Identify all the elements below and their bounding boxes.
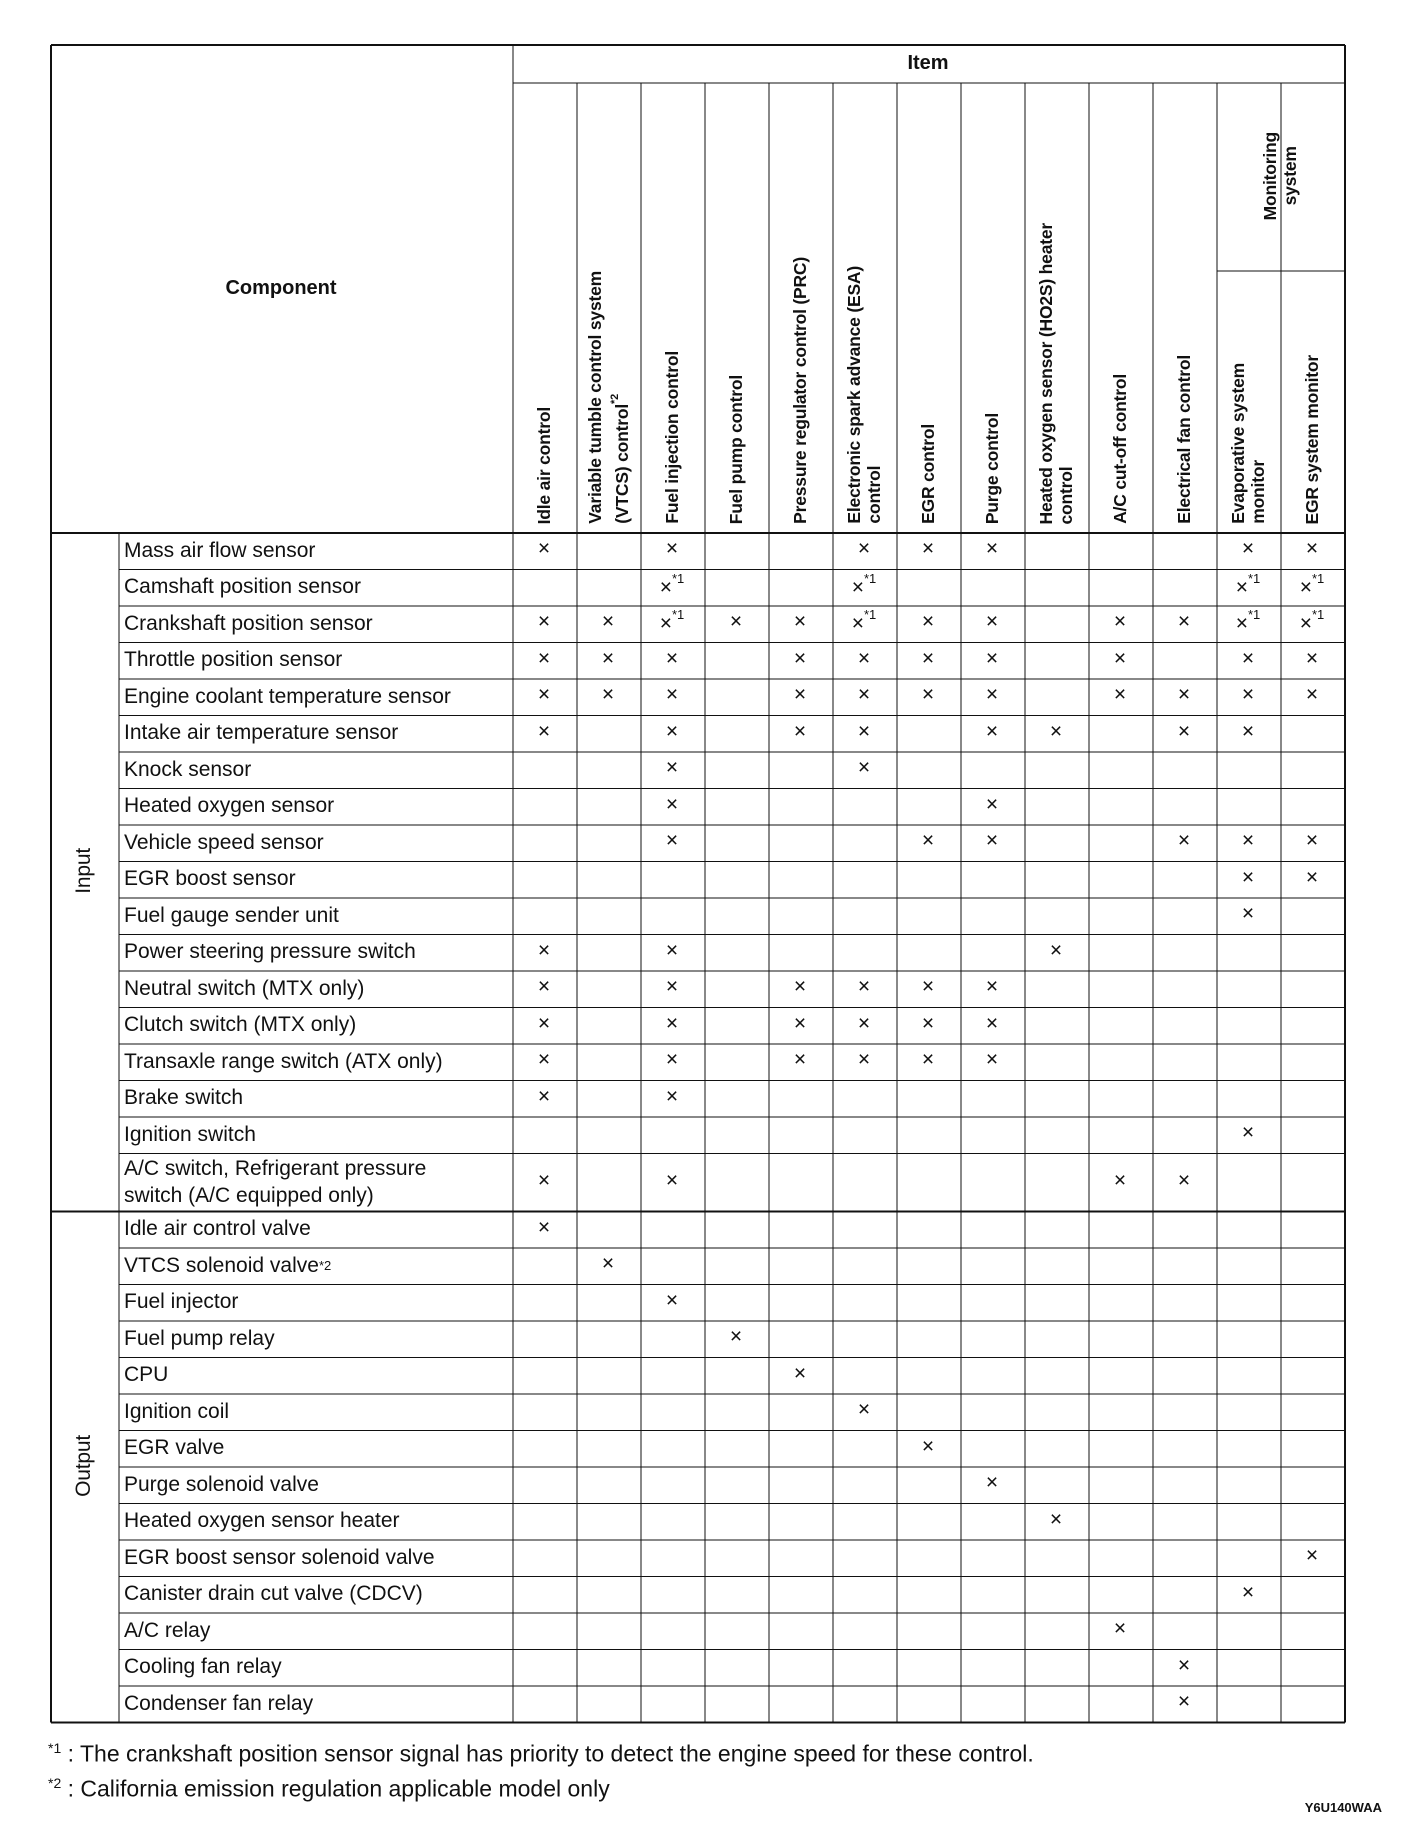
cell-mark: × [665,537,679,561]
column-header-9 [1024,82,1088,532]
cell-mark: × [1177,719,1191,743]
cell-mark: × [1177,610,1191,634]
column-header-label: Heated oxygen sensor (HO2S) heater control [1036,222,1076,524]
row-label: Cooling fan relay [124,1655,282,1679]
cell-mark: × [1241,719,1255,743]
cell-mark: ×$^{*1}$ [659,607,685,636]
cell-mark: × [665,1288,679,1312]
cell-mark: × [537,610,551,634]
cell-mark: × [1305,1544,1319,1568]
cell-mark: × [665,646,679,670]
cell-mark: × [601,646,615,670]
column-header-11 [1152,82,1216,532]
cell-mark: × [921,1434,935,1458]
cell-mark: × [537,1011,551,1035]
monitoring-system-label: Monitoring system [1260,131,1300,221]
cell-mark: × [537,975,551,999]
component-header: Component [225,276,337,299]
row-label: Ignition coil [124,1399,230,1423]
row-label: Purge solenoid valve [124,1472,319,1496]
cell-mark: × [1241,537,1255,561]
cell-mark: × [857,537,871,561]
cell-mark: × [857,719,871,743]
cell-mark: × [1241,683,1255,707]
cell-mark: × [793,1361,807,1385]
column-header-label: A/C cut-off control [1110,374,1130,524]
column-header-13 [1280,270,1344,532]
cell-mark: × [1305,829,1319,853]
column-header-6 [832,82,896,532]
column-header-label: Pressure regulator control (PRC) [790,257,810,524]
cell-mark: × [985,1048,999,1072]
column-header-12 [1216,270,1280,532]
cell-mark: × [985,792,999,816]
cell-mark: × [857,646,871,670]
cell-mark: × [921,610,935,634]
column-header-label: EGR control [918,424,938,524]
cell-mark: × [1113,683,1127,707]
cell-mark: × [985,610,999,634]
cell-mark: × [601,1252,615,1276]
cell-mark: × [665,683,679,707]
column-header-8 [960,82,1024,532]
cell-mark: × [1177,1653,1191,1677]
row-label: VTCS solenoid valve *2 [124,1253,332,1277]
row-label: Clutch switch (MTX only) [124,1013,357,1037]
row-label: EGR boost sensor [124,867,296,891]
cell-mark: × [665,756,679,780]
cell-mark: × [537,719,551,743]
column-header-label: Fuel pump control [726,374,746,524]
cell-mark: × [729,1325,743,1349]
row-label: Heated oxygen sensor [124,794,335,818]
column-header-label: Idle air control [534,406,554,524]
row-label: Throttle position sensor [124,648,343,672]
cell-mark: × [985,537,999,561]
cell-mark: × [793,719,807,743]
cell-mark: × [985,683,999,707]
cell-mark: × [665,1048,679,1072]
row-label: Mass air flow sensor [124,538,316,562]
cell-mark: × [537,1168,551,1192]
row-label: Vehicle speed sensor [124,830,324,854]
column-header-10 [1088,82,1152,532]
cell-mark: × [793,1048,807,1072]
cell-mark: × [985,1011,999,1035]
cell-mark: × [537,646,551,670]
row-label: Engine coolant temperature sensor [124,684,451,708]
cell-mark: × [729,610,743,634]
row-label: CPU [124,1363,169,1387]
cell-mark: ×$^{*1}$ [1235,570,1261,599]
column-header-label: Electronic spark advance (ESA) control [844,266,884,524]
cell-mark: × [985,975,999,999]
column-header-2 [576,82,640,532]
cell-mark: × [1305,683,1319,707]
cell-mark: × [857,1398,871,1422]
row-label: Knock sensor [124,757,252,781]
cell-mark: × [1241,865,1255,889]
cell-mark: × [921,829,935,853]
cell-mark: × [793,683,807,707]
cell-mark: × [1177,1690,1191,1714]
cell-mark: × [537,1084,551,1108]
cell-mark: × [1305,537,1319,561]
cell-mark: × [665,938,679,962]
cell-mark: × [537,1215,551,1239]
footnote-2: $^{*2}$ : California emission regulation applicable model only [48,1775,610,1802]
group-output-label: Output [72,1435,95,1497]
row-label: Intake air temperature sensor [124,721,399,745]
row-label: A/C switch, Refrigerant pressure switch (A/C equipped only) [124,1156,427,1207]
cell-mark: × [1305,646,1319,670]
row-label: Camshaft position sensor [124,575,361,599]
group-input [50,532,118,1211]
column-header-label: Evaporative system monitor [1228,363,1268,524]
row-label: Heated oxygen sensor heater [124,1509,400,1533]
cell-mark: × [1177,1168,1191,1192]
cell-mark: × [665,829,679,853]
cell-mark: × [1113,610,1127,634]
row-label: Canister drain cut valve (CDCV) [124,1582,423,1606]
cell-mark: × [793,975,807,999]
item-header: Item [907,51,949,74]
cell-mark: × [857,975,871,999]
cell-mark: × [857,683,871,707]
cell-mark: × [537,537,551,561]
group-input-label: Input [72,848,95,895]
cell-mark: × [537,1048,551,1072]
row-label: Fuel pump relay [124,1326,275,1350]
cell-mark: × [665,975,679,999]
row-label: EGR boost sensor solenoid valve [124,1545,435,1569]
cell-mark: × [1241,646,1255,670]
row-label: A/C relay [124,1618,211,1642]
column-header-label: Variable tumble control system (VTCS) control$^{*2}$ [584,271,632,524]
cell-mark: × [921,683,935,707]
column-header-label: Fuel injection control [662,351,682,524]
cell-mark: × [921,975,935,999]
cell-mark: ×$^{*1}$ [1235,607,1261,636]
column-header-1 [512,82,576,532]
cell-mark: × [985,1471,999,1495]
cell-mark: × [1113,646,1127,670]
column-header-label: Purge control [982,412,1002,524]
row-label: Brake switch [124,1086,244,1110]
monitoring-system-header [1216,82,1344,270]
cell-mark: × [601,683,615,707]
cell-mark: × [985,829,999,853]
cell-mark: × [1241,1121,1255,1145]
cell-mark: ×$^{*1}$ [659,570,685,599]
cell-mark: × [1113,1617,1127,1641]
row-label: Neutral switch (MTX only) [124,976,365,1000]
row-label: Crankshaft position sensor [124,611,373,635]
image-code: Y6U140WAA [1304,1800,1382,1815]
cell-mark: × [665,1168,679,1192]
cell-mark: × [1241,1580,1255,1604]
row-label: Transaxle range switch (ATX only) [124,1049,443,1073]
row-label: Condenser fan relay [124,1691,314,1715]
cell-mark: × [857,1048,871,1072]
cell-mark: ×$^{*1}$ [1299,570,1325,599]
cell-mark: × [601,610,615,634]
column-header-label: Electrical fan control [1174,355,1194,524]
cell-mark: × [921,1011,935,1035]
cell-mark: × [537,938,551,962]
cell-mark: × [1305,865,1319,889]
row-label: Fuel injector [124,1290,239,1314]
cell-mark: × [1241,829,1255,853]
cell-mark: × [857,1011,871,1035]
cell-mark: × [793,646,807,670]
row-label: Fuel gauge sender unit [124,903,339,927]
cell-mark: × [793,1011,807,1035]
column-header-5 [768,82,832,532]
cell-mark: × [665,1084,679,1108]
cell-mark: ×$^{*1}$ [1299,607,1325,636]
row-label: Power steering pressure switch [124,940,416,964]
cell-mark: × [1049,719,1063,743]
cell-mark: ×$^{*1}$ [851,570,877,599]
column-header-4 [704,82,768,532]
row-label: Ignition switch [124,1122,256,1146]
cell-mark: × [1241,902,1255,926]
column-header-label: EGR system monitor [1302,354,1322,524]
cell-mark: × [921,646,935,670]
cell-mark: × [665,1011,679,1035]
cell-mark: × [921,1048,935,1072]
cell-mark: × [857,756,871,780]
cell-mark: ×$^{*1}$ [851,607,877,636]
row-label: Idle air control valve [124,1217,311,1241]
cell-mark: × [1113,1168,1127,1192]
cell-mark: × [1049,938,1063,962]
cell-mark: × [537,683,551,707]
cell-mark: × [665,719,679,743]
cell-mark: × [985,646,999,670]
row-label: EGR valve [124,1436,225,1460]
cell-mark: × [1177,829,1191,853]
cell-mark: × [665,792,679,816]
cell-mark: × [1049,1507,1063,1531]
cell-mark: × [921,537,935,561]
footnote-1: $^{*1}$ : The crankshaft position sensor signal has priority to detect the engine speed for these control. [48,1740,1034,1767]
cell-mark: × [1177,683,1191,707]
cell-mark: × [985,719,999,743]
column-header-7 [896,82,960,532]
column-header-3 [640,82,704,532]
group-output [50,1211,118,1722]
cell-mark: × [793,610,807,634]
